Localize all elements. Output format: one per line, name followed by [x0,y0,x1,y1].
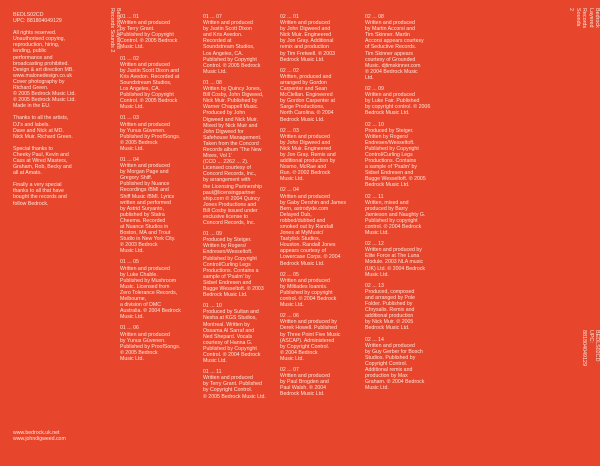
credits-column-3 [280,14,364,402]
track-credit: 02 ... 02 Written, produced and arranged by Gordon Carpenter and Sean McClellan. Engineered by Gordon Carpenter at Sarge Productions, North Carolina. ℗ 2004 Bedrock Music Ltd. [280,67,335,123]
track-credit: 02 ... 01 Written and produced by John Digweed and Nick Muir. Engineered by Jon Gray. Additional remix and production by Tim Fretwell. ℗ 2003 Bedrock Music Ltd. [280,14,336,63]
track-credit: 01 ... 01 Written and produced by Terry Grant. Published by Copyright Control. ℗ 2005 Bedrock Music Ltd. [120,14,178,51]
catalog-number: BEDLS02CD [13,12,44,18]
track-credit: 01 ... 03 Written and produced by Yunus Güvenen. Published by ProofSongs. ℗ 2005 Bedrock Music Ltd. [120,115,181,152]
track-credit: 02 ... 09 Written and produced by Luke Fair. Published by copyright control. ℗ 2006 Bedrock Music Ltd. [365,86,431,117]
track-credit: 02 ... 07 Written and produced by Paul Brogden and Paul Walsh. ℗ 2004 Bedrock Music Ltd. [280,366,330,398]
track-credit: 01 ... 08 Written by Quincy Jones, Bill Cosby, John Digweed, Nick Muir. Published by Warner Chappell Music. Produced by John Digweed and Nick Muir. Mixed by Nick Muir and John Digweed for Safehouse Management. Taken from the Concord Records album 'The New Mixes, Vol 1' (CCD ... 2262 ... 2). Licensed courtesy of Concord Records, Inc., by arrangement with the Licensing Partnership paul@licensingpartner ship.com ℗ 2004 Quincy Jones Productions and Bill Cosby issued under exclusive license to Concord Records, Inc. [203,79,264,227]
track-credit: 01 ... 11 Written and produced by Terry Grant. Published by Copyright Control. ℗ 2005 Bedrock Music Ltd. [203,369,266,400]
track-credit: 02 ... 10 Produced by Steiger. Written by Rogers/ Endresen/Wesseltoft. Published by Copyright Control/Curling Legs Productions. Contains a sample of 'Psalm' by Sidsel Endresen and Bugge Wesseltoft. ℗ 2005 Bedrock Music Ltd. [365,121,426,189]
track-credit: 01 ... 06 Written and produced by Yunus Güvenen. Published by ProofSongs. ℗ 2005 Bedrock Music Ltd. [120,325,181,362]
thanks-final: Finally a very special thanks to all that have bought the records and follow Bedrock. [13,182,67,207]
track-credit: 02 ... 04 Written and produced by Gaby Dershin and James Bern, astrodyde.com Delayed Dub, robbed/dubbed and smoked out by Randall Jones at MyMusic/ Tastylick Studios, Houston. Randall Jones appears courtesy of Lowercase Corps. ℗ 2004 Bedrock Music Ltd. [280,187,346,267]
track-credit: 01 ... 10 Produced by Sultan and Nesha at KGS Studios, Montreal. Written by Ossama Al Sarraf and Ned Shepard. Vocals courtesy of Hanna G. Published by Copyright Control. ℗ 2004 Bedrock Music Ltd. [203,303,261,365]
credits-column-1 [120,14,204,367]
track-credit: 01 ... 04 Written and produced by Morgan Page and Gregory Shiff. Published by Nuance Recordings /BMI and Shiff Music /BMI. Lyrics written and performed by Astrid Suryanto, published by Statra Cheema. Recorded at Nuance Studios in Boston, MA and Trout Studio in New York City. ℗ 2003 Bedrock Music Ltd. [120,156,176,255]
upc-code: UPC: 881804049129 [13,18,62,25]
website-links: www.bedrock.uk.net www.johndigweed.com [13,430,66,443]
spine-title-right: Bedrock Layered Records Sounds 2 [568,8,600,29]
credits-column-4 [365,14,449,396]
track-credit: 02 ... 05 Written and produced by Miltiades Ioannis. Published by copyright control. ℗ 2004 Bedrock Music Ltd. [280,271,337,309]
thanks-artists: Thanks to all the artists, DJ's and labels. Dave and Nick at MD. Nick Muir. Richard Green. [13,115,73,140]
spine-catalog-right: BEDLS02CD UPC: 881804049129 [581,330,600,366]
track-credit: 02 ... 12 Written and produced by Elite Force at The Luna Module. 2003 NLA music (UK) Ltd. ℗ 2004 Bedrock Music Ltd. [365,241,425,278]
track-credit: 02 ... 08 Written and produced by Martin Accorsi and Tim Skinner. Martin Accorsi appears courtesy of Seductive Records. Tim Skinner appears courtesy of Grounded Music. djtimskinner.com ℗ 2004 Bedrock Music Ltd. [365,14,424,81]
thanks-special: Special thanks to Cheeky Paul, Kevin and Cass at Wired Masters, Graham, Rob, Becky and all at Amato. [13,145,72,177]
legal-text: All rights reserved. Unauthorised copying, reproduction, hiring, lending, public performance and broadcasting prohibited. Design & art direction MB. www.malonedesign.co.uk Cover photography by Richard Green. © 2005 Bedrock Music Ltd. ℗ 2005 Bedrock Music Ltd. Made in the EU. [13,30,76,110]
track-credit: 02 ... 13 Produced, composed and arranged by Pole Folder. Published by Chrysalis. Remix and additional production by Nick Muir. ℗ 2005 Bedrock Music Ltd. [365,282,416,332]
track-credit: 01 ... 05 Written and produced by Luke Chable. Published by Mushroom Music. Licensed from Zero Tolerance Records, Melbourne, a division of DMC Australia. ℗ 2004 Bedrock Music Ltd. [120,259,181,321]
track-credit: 02 ... 06 Written and produced by Derek Howell. Published by Three Point Five Music (ASCAP). Administered by Copyright Control. ℗ 2004 Bedrock Music Ltd. [280,313,341,362]
track-credit: 02 ... 03 Written and produced by John Digweed and Nick Muir. Engineered by Jon Gray. Remix and additional production by Nosmo, McRae and Run. ℗ 2002 Bedrock Music Ltd. [280,127,336,183]
track-credit: 01 ... 07 Written and produced by Justin Scott Dixon and Kris Avedon. Recorded at Soundstream Studios, Los Angeles, CA. Published by Copyright Control. ℗ 2005 Bedrock Music Ltd. [203,14,261,75]
left-panel [13,12,93,213]
track-credit: 02 ... 11 Written, mixed and produced by Barry Jamieson and Naughty G. Published by copyright control. ℗ 2004 Bedrock Music Ltd. [365,193,426,237]
track-credit: 01 ... 02 Written and produced by Justin Scott Dixon and Kris Avedon. Recorded at Soundstream Studios, Los Angeles, CA. Published by Copyright Control. ℗ 2005 Bedrock Music Ltd. [120,55,180,111]
track-credit: 01 ... 09 Produced by Steiger. Written by Rogers/ Endresen/Wesseltoft. Published by Copyright Control/Curling Legs Productions. Contains a sample of 'Psalm' by Sidsel Endresen and Bugge Wesseltoft. ℗ 2003 Bedrock Music Ltd. [203,231,264,299]
credits-column-2 [203,14,287,405]
spine-title-left: Bedrock Layered Records Sounds 2 [108,8,121,53]
track-credit: 02 ... 14 Written and produced by Guy Gerber for Bosch Studios. Published by Copyright Control. Additional remix and production by Max Graham. ℗ 2004 Bedrock Music Ltd. [365,336,425,392]
